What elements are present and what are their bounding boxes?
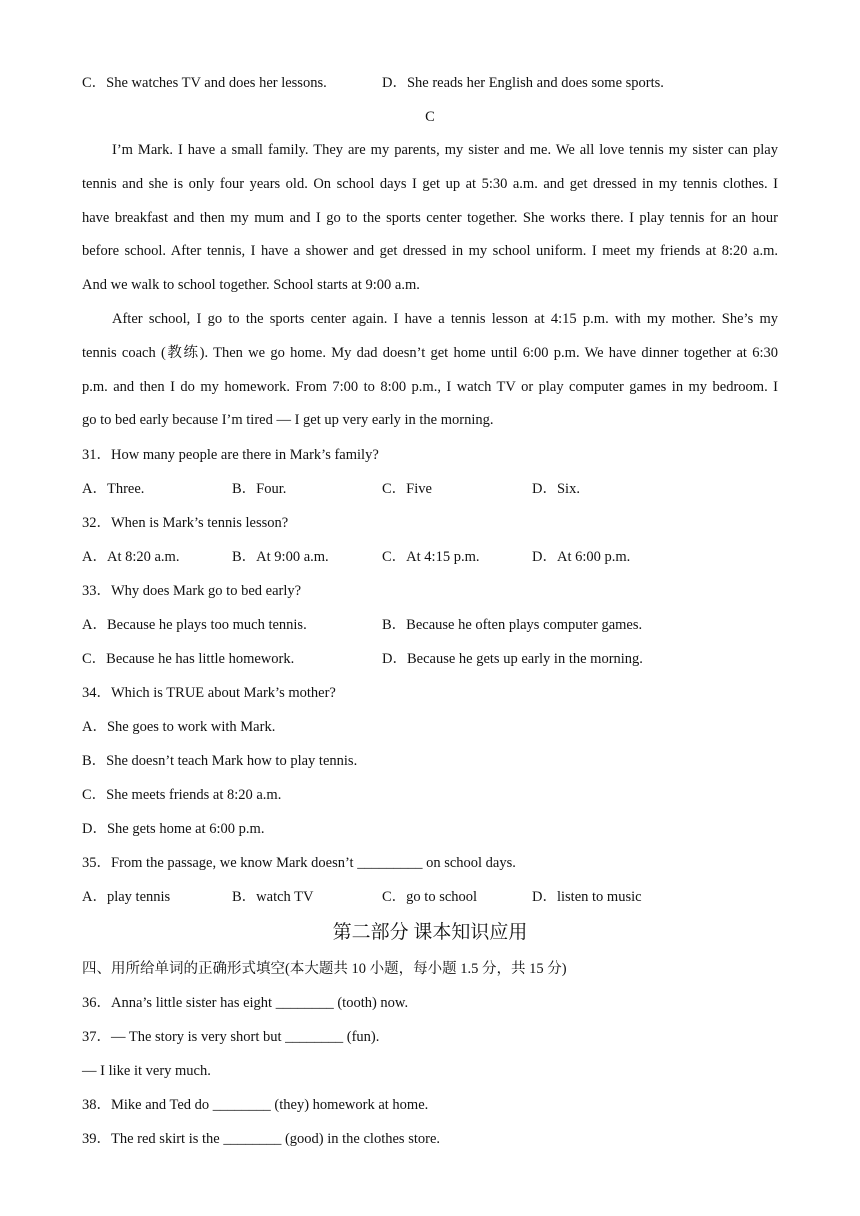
question-33-options-row-2 (82, 642, 778, 676)
question-31-stem: 31．How many people are there in Mark’s family? (82, 447, 379, 464)
option-a[interactable]: A．Because he plays too much tennis. (82, 617, 307, 634)
question-38: 38．Mike and Ted do ________ (they) homework at home. (82, 1097, 429, 1114)
option-b[interactable]: B．At 9:00 a.m. (232, 549, 329, 566)
passage (82, 134, 778, 438)
exam-page (82, 66, 778, 1156)
question-34-stem: 34．Which is TRUE about Mark’s mother? (82, 685, 336, 702)
section-heading: 四、用所给单词的正确形式填空(本大题共 10 小题，每小题 1.5 分，共 15 分) (82, 961, 567, 978)
option-d[interactable]: D．listen to music (532, 889, 642, 906)
prev-question-options-row (82, 66, 778, 100)
passage-label: C (425, 109, 435, 125)
option-c[interactable]: C．Five (382, 481, 432, 498)
option-b[interactable]: B．Because he often plays computer games. (382, 617, 643, 634)
passage-line: I’m Mark. I have a small family. They are my parents, my sister and me. We all love tennis my sister can play (112, 142, 778, 158)
option-d[interactable]: D．She reads her English and does some sports. (382, 75, 664, 91)
option-d[interactable]: D．Six. (532, 481, 580, 498)
option-c[interactable]: C．She watches TV and does her lessons. (82, 75, 327, 91)
option-d[interactable]: D．Because he gets up early in the morning. (382, 651, 643, 668)
option-c[interactable]: C．At 4:15 p.m. (382, 549, 480, 566)
passage-line: tennis coach (教练). Then we go home. My dad doesn’t get home until 6:00 p.m. We have dinner together at 6:30 (82, 344, 778, 361)
question-31-options (82, 472, 778, 506)
question-33-options-row-1 (82, 608, 778, 642)
option-a[interactable]: A．play tennis (82, 889, 171, 906)
option-d[interactable]: D．At 6:00 p.m. (532, 549, 631, 566)
question-35-options (82, 880, 778, 914)
passage-line: before school. After tennis, I have a shower and get dressed in my school uniform. I meet my friends at 8:20 a.m. (82, 243, 778, 260)
option-c[interactable]: C．She meets friends at 8:20 a.m. (82, 787, 282, 804)
option-d[interactable]: D．She gets home at 6:00 p.m. (82, 821, 265, 838)
question-37: 37．— The story is very short but ________ (fun). (82, 1029, 380, 1046)
question-32-options (82, 540, 778, 574)
question-37-reply: — I like it very much. (82, 1063, 211, 1080)
question-35-stem: 35．From the passage, we know Mark doesn’t _________ on school days. (82, 855, 516, 872)
option-c[interactable]: C．Because he has little homework. (82, 651, 295, 668)
question-36: 36．Anna’s little sister has eight ________ (tooth) now. (82, 995, 409, 1012)
option-a[interactable]: A．At 8:20 a.m. (82, 549, 180, 566)
option-b[interactable]: B．watch TV (232, 889, 314, 906)
question-33-stem: 33．Why does Mark go to bed early? (82, 583, 302, 600)
question-39: 39．The red skirt is the ________ (good) in the clothes store. (82, 1131, 441, 1148)
passage-line: go to bed early because I’m tired — I get up very early in the morning. (82, 412, 494, 429)
passage-line: tennis and she is only four years old. On school days I get up at 5:30 a.m. and get dressed in my tennis clothes. I (82, 175, 778, 192)
option-b[interactable]: B．She doesn’t teach Mark how to play tennis. (82, 753, 358, 770)
passage-line: p.m. and then I do my homework. From 7:00 to 8:00 p.m., I watch TV or play computer games in my bedroom. I (82, 378, 778, 395)
part-two-title: 第二部分 课本知识应用 (332, 922, 528, 944)
option-b[interactable]: B．Four. (232, 481, 287, 498)
passage-line: After school, I go to the sports center again. I have a tennis lesson at 4:15 p.m. with my mother. She’s my (112, 310, 778, 327)
question-32-stem: 32．When is Mark’s tennis lesson? (82, 515, 289, 532)
option-c[interactable]: C．go to school (382, 889, 478, 906)
passage-line: have breakfast and then my mum and I go to the sports center together. She works there. I play tennis for an hour (82, 209, 778, 226)
option-a[interactable]: A．She goes to work with Mark. (82, 719, 276, 736)
passage-line: And we walk to school together. School starts at 9:00 a.m. (82, 277, 420, 294)
option-a[interactable]: A．Three. (82, 481, 145, 498)
